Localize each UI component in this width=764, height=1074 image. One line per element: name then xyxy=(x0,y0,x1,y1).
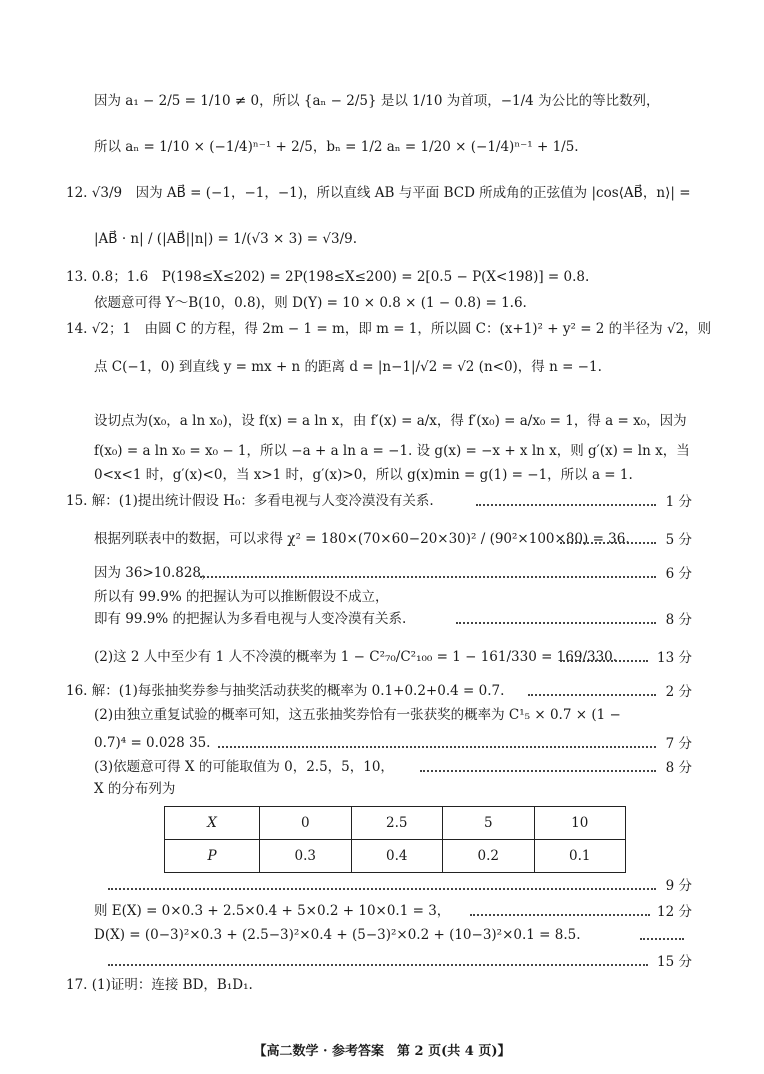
table-cell: 0.4 xyxy=(351,840,443,873)
score-label: 5 分 xyxy=(665,532,692,548)
text-line: 16. 解：(1)每张抽奖券参与抽奖活动获奖的概率为 0.1+0.2+0.4 = 0.7. xyxy=(66,683,505,699)
score-label: 9 分 xyxy=(665,878,692,894)
text-line: 14. √2；1 由圆 C 的方程，得 2m − 1 = m，即 m = 1，所以圆 C：(x+1)² + y² = 2 的半径为 √2，则 xyxy=(66,321,712,337)
distribution-table xyxy=(164,806,626,873)
score-label: 15 分 xyxy=(657,954,692,970)
table-cell: 0 xyxy=(260,807,352,840)
leader-dots xyxy=(108,964,648,966)
leader-dots xyxy=(640,938,684,940)
text-line: 设切点为(x₀，a ln x₀)，设 f(x) = a ln x，由 f′(x) = a/x，得 f′(x₀) = a/x₀ = 1，得 a = x₀，因为 xyxy=(94,413,687,429)
score-label: 6 分 xyxy=(665,566,692,582)
table-row xyxy=(165,840,626,873)
leader-dots xyxy=(108,888,656,890)
table-cell: 10 xyxy=(534,807,626,840)
text-line: 则 E(X) = 0×0.3 + 2.5×0.4 + 5×0.2 + 10×0.1 = 3， xyxy=(94,903,451,919)
text-line: f(x₀) = a ln x₀ = x₀ − 1，所以 −a + a ln a = −1. 设 g(x) = −x + x ln x，则 g′(x) = ln x，当 xyxy=(94,443,690,459)
leader-dots xyxy=(200,576,656,578)
score-label: 12 分 xyxy=(657,904,692,920)
text-line: 点 C(−1，0) 到直线 y = mx + n 的距离 d = |n−1|/√2 = √2 (n<0)，得 n = −1. xyxy=(94,359,602,375)
table-cell: 0.1 xyxy=(534,840,626,873)
text-line: 13. 0.8；1.6 P(198≤X≤202) = 2P(198≤X≤200) = 2[0.5 − P(X<198)] = 0.8. xyxy=(66,269,590,285)
score-label: 7 分 xyxy=(665,736,692,752)
text-line: 所以有 99.9% 的把握认为可以推断假设不成立， xyxy=(94,589,389,605)
score-label: 13 分 xyxy=(657,650,692,666)
text-line: 所以 aₙ = 1/10 × (−1/4)ⁿ⁻¹ + 2/5，bₙ = 1/2 aₙ = 1/20 × (−1/4)ⁿ⁻¹ + 1/5. xyxy=(94,139,579,155)
table-cell: 5 xyxy=(443,807,535,840)
leader-dots xyxy=(560,660,648,662)
table-header-x: X xyxy=(165,807,260,840)
score-label: 1 分 xyxy=(665,494,692,510)
leader-dots xyxy=(470,914,650,916)
text-line: 根据列联表中的数据，可以求得 χ² = 180×(70×60−20×30)² / (90²×100×80) = 36. xyxy=(94,531,630,547)
text-line: 17. (1)证明：连接 BD，B₁D₁. xyxy=(66,977,253,993)
score-label: 2 分 xyxy=(665,684,692,700)
text-line: 因为 a₁ − 2/5 = 1/10 ≠ 0，所以 {aₙ − 2/5} 是以 1/10 为首项，−1/4 为公比的等比数列， xyxy=(94,93,660,109)
text-line: D(X) = (0−3)²×0.3 + (2.5−3)²×0.4 + (5−3)²×0.2 + (10−3)²×0.1 = 8.5. xyxy=(94,927,581,943)
text-line: 15. 解：(1)提出统计假设 H₀：多看电视与人变冷漠没有关系. xyxy=(66,493,434,509)
text-line: 因为 36>10.828， xyxy=(94,565,215,581)
text-line: |AB⃗ · n| / (|AB⃗||n|) = 1/(√3 × 3) = √3/9. xyxy=(94,231,357,247)
text-line: (2)这 2 人中至少有 1 人不冷漠的概率为 1 − C²₇₀/C²₁₀₀ = 1 − 161/330 = 169/330. xyxy=(94,649,618,665)
leader-dots xyxy=(218,746,656,748)
score-label: 8 分 xyxy=(665,760,692,776)
text-line: X 的分布列为 xyxy=(94,781,176,797)
table-cell: 2.5 xyxy=(351,807,443,840)
text-line: (3)依题意可得 X 的可能取值为 0，2.5，5，10， xyxy=(94,759,394,775)
leader-dots xyxy=(476,504,656,506)
page-footer: 【高二数学 · 参考答案 第 2 页(共 4 页)】 xyxy=(253,1044,511,1059)
table-header-p: P xyxy=(165,840,260,873)
table-row xyxy=(165,807,626,840)
table-cell: 0.2 xyxy=(443,840,535,873)
score-label: 8 分 xyxy=(665,612,692,628)
text-line: 0.7)⁴ = 0.028 35. xyxy=(94,735,211,751)
text-line: 即有 99.9% 的把握认为多看电视与人变冷漠有关系. xyxy=(94,611,407,627)
table-cell: 0.3 xyxy=(260,840,352,873)
leader-dots xyxy=(420,770,656,772)
text-line: 依题意可得 Y～B(10，0.8)，则 D(Y) = 10 × 0.8 × (1 − 0.8) = 1.6. xyxy=(94,295,527,311)
text-line: (2)由独立重复试验的概率可知，这五张抽奖券恰有一张获奖的概率为 C¹₅ × 0.7 × (1 − xyxy=(94,707,621,723)
leader-dots xyxy=(528,694,656,696)
leader-dots xyxy=(456,622,656,624)
text-line: 12. √3/9 因为 AB⃗ = (−1，−1，−1)，所以直线 AB 与平面 BCD 所成角的正弦值为 |cos⟨AB⃗，n⟩| = xyxy=(66,185,691,201)
text-line: 0<x<1 时，g′(x)<0，当 x>1 时，g′(x)>0，所以 g(x)min = g(1) = −1，所以 a = 1. xyxy=(94,467,633,483)
leader-dots xyxy=(560,542,656,544)
